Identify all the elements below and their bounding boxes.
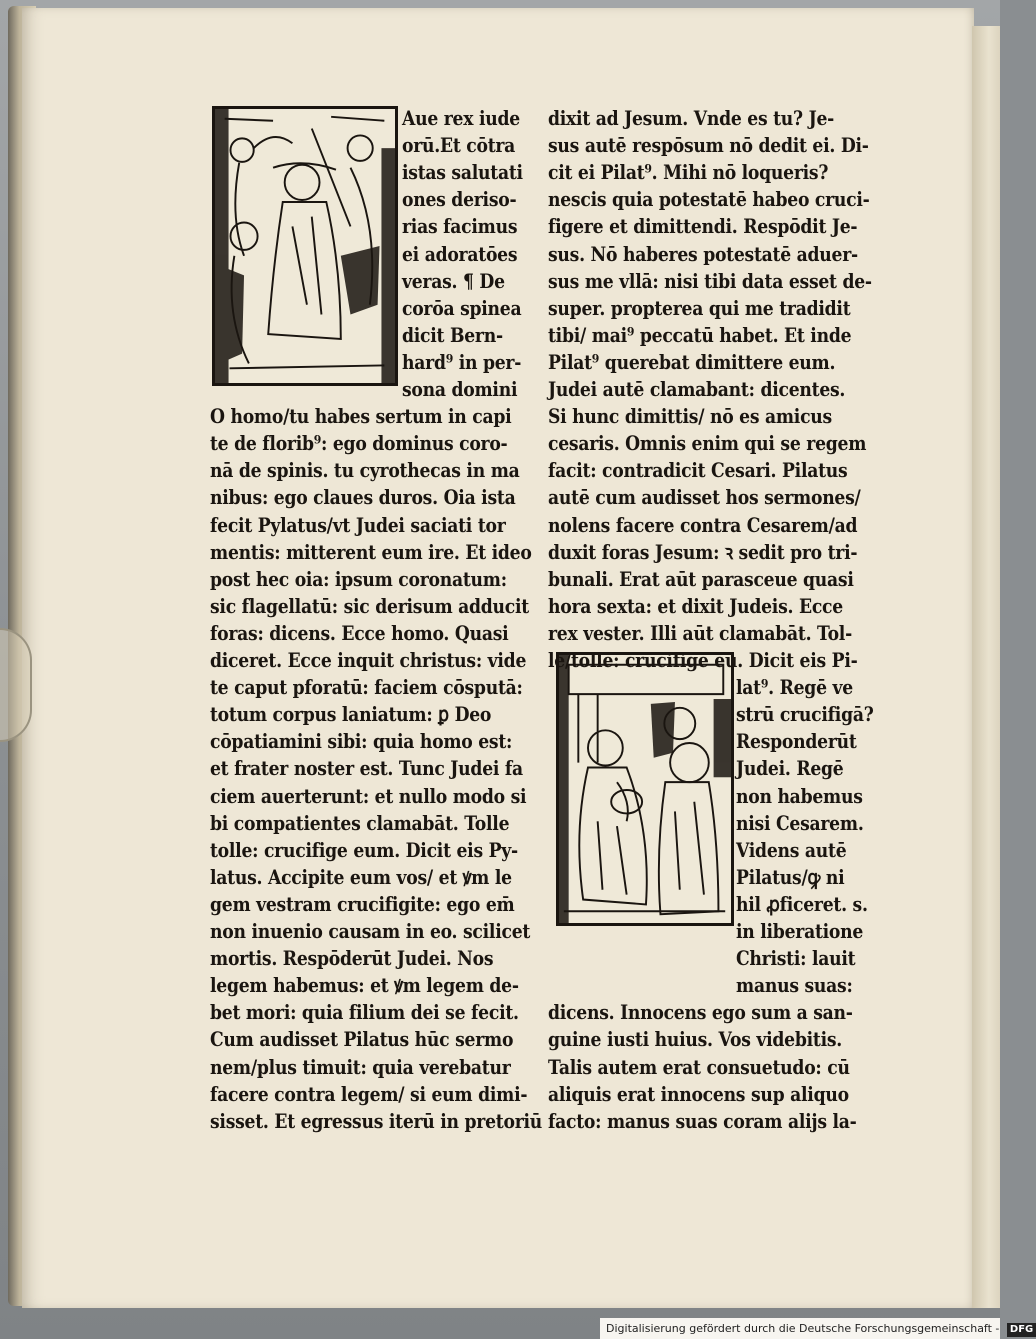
text-line: Videns autē [736,837,847,862]
text-line: foras: dicens. Ecce homo. Quasi [210,620,509,645]
text-line: sic flagellatū: sic derisum adducit [210,593,529,618]
text-line: dicens. Innocens ego sum a san- [548,1000,853,1025]
text-line: et frater noster est. Tunc Judei fa [210,756,523,781]
text-line: mortis. Respōderūt Judei. Nos [210,946,494,971]
text-line: cōpatiamini sibi: quia homo est: [210,729,513,754]
text-line: super. propterea qui me tradidit [548,295,851,320]
text-line: non habemus [736,783,863,808]
text-line: guine iusti huius. Vos videbitis. [548,1027,843,1052]
text-line: sus. Nō haberes potestatē aduer- [548,241,858,266]
text-line: cesaris. Omnis enim qui se regem [548,431,867,456]
text-line: manus suas: [736,973,853,998]
text-line: bi compatientes clamabāt. Tolle [210,810,510,835]
text-line: nescis quia potestatē habeo cruci- [548,187,870,212]
text-line: nolens facere contra Cesarem/ad [548,512,858,537]
text-line: cit ei Pilat⁹. Mihi nō loqueris? [548,160,829,185]
text-line: te caput pforatū: faciem cōsputā: [210,675,523,700]
text-line: Christi: lauit [736,946,856,971]
text-line: Talis autem erat consuetudo: cū [548,1054,850,1079]
text-line: hil ꝓficeret. s. [736,891,868,916]
text-line: ciem auerterunt: et nullo modo si [210,783,527,808]
text-line: Judei. Regē [736,756,844,781]
text-line: facto: manus suas coram alijs la- [548,1108,857,1133]
text-line: sus autē respōsum nō dedit ei. Di- [548,133,869,158]
text-line: lat⁹. Regē ve [736,675,853,700]
text-line: ones deriso- [402,187,517,212]
dfg-logo: DFG [1007,1323,1036,1337]
woodcut-pilate-washing-hands-icon [556,652,734,926]
text-line: non inuenio causam in eo. scilicet [210,919,531,943]
text-line: sus me vllā: nisi tibi data esset de- [548,268,872,293]
text-line: O homo/tu habes sertum in capi [210,404,512,429]
text-line: Si hunc dimittis/ nō es amicus [548,404,832,429]
text-line: aliquis erat innocens sup aliquo [548,1081,849,1106]
text-line: sisset. Et egressus iterū in pretoriū [210,1108,543,1133]
text-line: duxit foras Jesum: ꝛ sedit pro tri- [548,539,858,564]
text-line: diceret. Ecce inquit christus: vide [210,648,527,672]
text-line: bunali. Erat aūt parasceue quasi [548,566,854,591]
text-line: nem/plus timuit: quia verebatur [210,1054,511,1079]
text-line: nā de spinis. tu cyrothecas in ma [210,458,520,483]
text-line: autē cum audisset hos sermones/ [548,485,861,510]
credit-text: Digitalisierung gefördert durch die Deutsche Forschungsgemeinschaft - [606,1322,1000,1335]
text-line: dicit Bern- [402,322,503,347]
text-line: facere contra legem/ si eum dimi- [210,1081,528,1106]
text-line: bet mori: quia filium dei se fecit. [210,1000,519,1025]
text-line: fecit Pylatus/vt Judei saciati tor [210,512,506,537]
text-line: strū crucifigā? [736,702,874,727]
text-line: Pilat⁹ querebat dimittere eum. [548,349,836,374]
text-line: ei adoratōes [402,241,518,266]
text-line: Judei autē clamabant: dicentes. [548,377,846,401]
text-line: rex vester. Illi aūt clamabāt. Tol- [548,620,852,645]
text-line: mentis: mitterent eum ire. Et ideo [210,539,532,564]
text-line: istas salutati [402,160,523,185]
digitization-credit [600,1318,1034,1339]
text-line: orū.Et cōtra [402,133,516,158]
text-line: veras. ¶ De [402,268,505,293]
text-line: tolle: crucifige eum. Dicit eis Py- [210,837,518,862]
text-line: Aue rex iude [402,106,520,130]
text-line: facit: contradicit Cesari. Pilatus [548,458,848,483]
text-line: nisi Cesarem. [736,810,864,835]
text-line: le/tolle: crucifige eū. Dicit eis Pi- [548,648,858,672]
text-line: rias facimus [402,214,518,239]
text-line: in liberatione [736,919,864,943]
text-line: nibus: ego claues duros. Oia ista [210,485,516,510]
text-line: tibi/ mai⁹ peccatū habet. Et inde [548,322,852,347]
woodcut-crowning-with-thorns-icon [212,106,398,386]
text-line: post hec oia: ipsum coronatum: [210,566,507,591]
text-line: totum corpus laniatum: ꝑ Deo [210,702,492,727]
facing-page-edge [972,26,1000,1308]
text-line: Pilatus/ꝙ ni [736,864,845,889]
text-line: gem vestram crucifigite: ego em̄ [210,891,515,916]
text-line: latus. Accipite eum vos/ et ꝟm le [210,864,512,889]
text-line: legem habemus: et ꝟm legem de- [210,973,519,998]
text-line: dixit ad Jesum. Vnde es tu? Je- [548,106,835,130]
text-line: Cum audisset Pilatus hūc sermo [210,1027,514,1052]
text-line: Responderūt [736,729,857,754]
text-line: hard⁹ in per- [402,349,522,374]
text-line: figere et dimittendi. Respōdit Je- [548,214,858,239]
text-line: hora sexta: et dixit Judeis. Ecce [548,593,843,618]
text-line: sona domini [402,377,518,401]
text-line: corōa spinea [402,295,522,320]
text-line: te de florib⁹: ego dominus coro- [210,431,508,456]
page-clip [0,628,32,742]
